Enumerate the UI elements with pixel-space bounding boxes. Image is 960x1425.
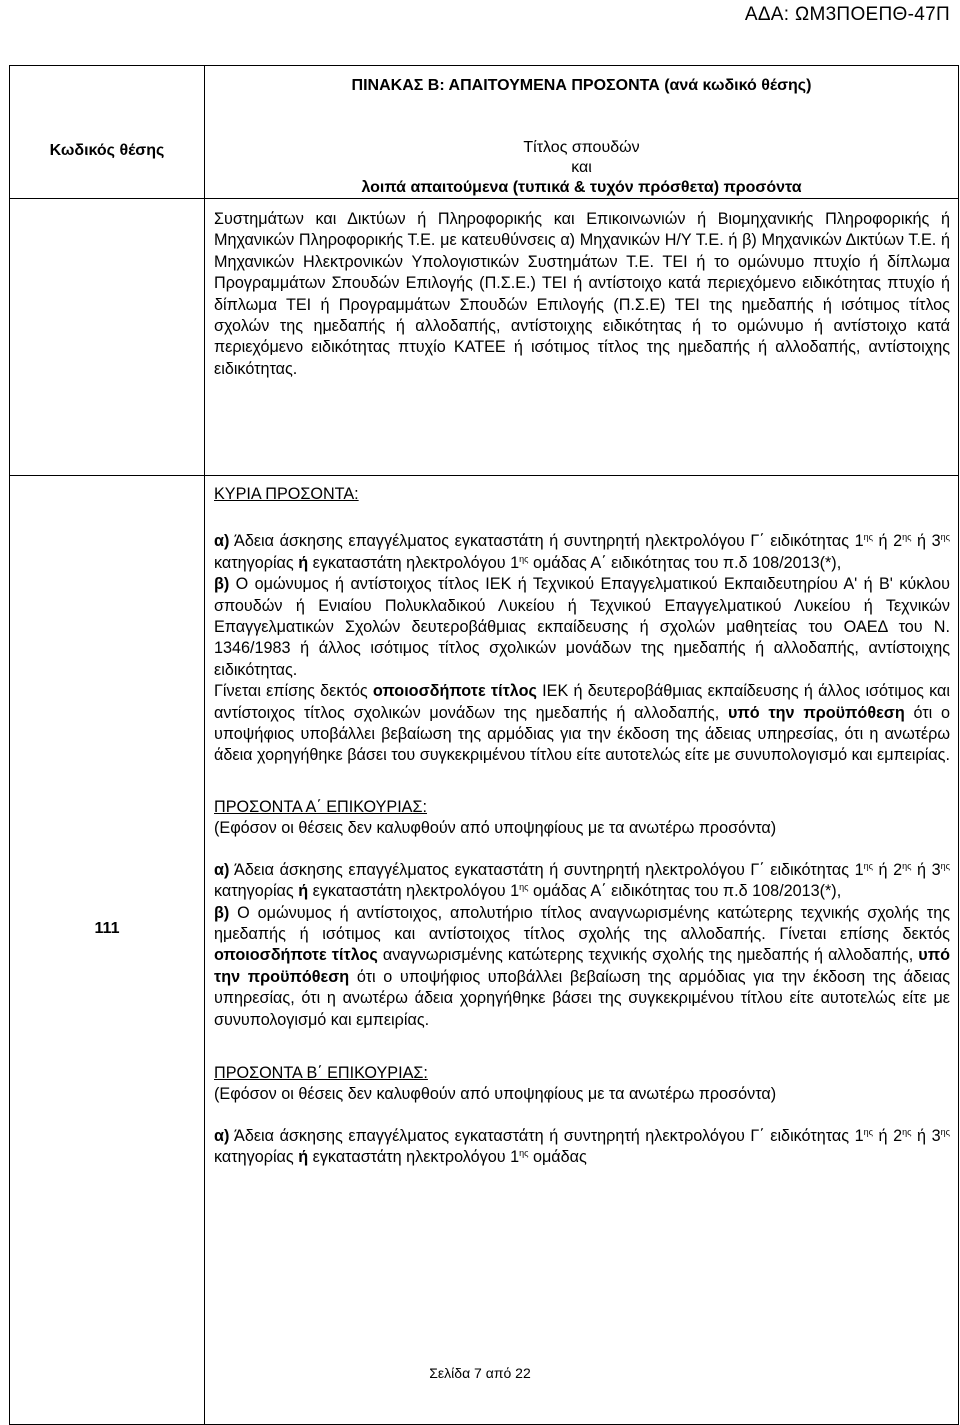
main-qualifications-heading: ΚΥΡΙΑ ΠΡΟΣΟΝΤΑ:: [214, 485, 359, 503]
row2-qualifications-cell: [205, 476, 959, 1425]
main-qualification-c: Γίνεται επίσης δεκτός οποιοσδήποτε τίτλος ΙΕΚ ή δευτεροβάθμιας εκπαίδευσης ή άλλος ισότιμος και αντίστοιχος τίτλος σχολικών μονάδων της ημεδαπής ή αλλοδαπής, υπό την προϋπόθεση ότι ο υποψήφιος υποβάλλει βεβαίωση της αρμόδιας για την έκδοση της άδειας υπηρεσίας, ότι η ανωτέρω άδεια χορηγήθηκε βάσει του συγκεκριμένου τίτλου είτε αυτοτελώς είτε με συνυπολογισμό και εμπειρίας.: [214, 682, 951, 765]
row-111: [10, 476, 959, 1425]
page-number: Σελίδα 7 από 22: [429, 1365, 531, 1381]
b-auxiliary-note: (Εφόσον οι θέσεις δεν καλυφθούν από υποψηφίους με τα ανωτέρω προσόντα): [214, 1085, 777, 1104]
table-header-row: [10, 66, 959, 199]
row-continuation: [10, 199, 959, 476]
row1-qualifications-cell: [205, 199, 959, 476]
a-auxiliary-qualification-b: β) Ο ομώνυμος ή αντίστοιχος, απολυτήριο τίτλος αναγνωρισμένης κατώτερης τεχνικής σχολής της ημεδαπής ή ισότιμος και αντίστοιχος τίτλος σχολής της αλλοδαπής. Γίνεται επίσης δεκτός οποιοσδήποτε τίτλος αναγνωρισμένης κατώτερης τεχνικής σχολής της ημεδαπής ή αλλοδαπής, υπό την προϋπόθεση ότι ο υποψήφιος υποβάλλει βεβαίωση της αρμόδιας για την έκδοση της άδειας υπηρεσίας, ότι η ανωτέρω άδεια χορηγήθηκε βάσει της συγκεκριμένου τίτλου είτε αυτοτελώς είτε με συνυπολογισμό και εμπειρίας.: [214, 903, 950, 1029]
degree-description: Συστημάτων και Δικτύων ή Πληροφορικής και Επικοινωνιών ή Βιομηχανικής Πληροφορικής ή Μηχανικών Πληροφορικής Τ.Ε. με κατευθύνσεις α) Μηχανικών Η/Υ Τ.Ε. ή β) Μηχανικών Δικτύων Τ.Ε. ή Μηχανικών Ηλεκτρονικών Υπολογιστικών Συστημάτων Τ.Ε. ΤΕΙ ή το ομώνυμο πτυχίο ή δίπλωμα Προγραμμάτων Σπουδών Επιλογής (Π.Σ.Ε.) ΤΕΙ ή αντίστοιχο κατά περιεχόμενο ειδικότητας πτυχίο ή δίπλωμα ΤΕΙ ή Προγραμμάτων Σπουδών Επιλογής (Π.Σ.Ε) ΤΕΙ της ημεδαπής ή ισότιμος τίτλος σχολών της ημεδαπής ή αλλοδαπής, αντίστοιχης ειδικότητας ή το ομώνυμο ή αντίστοιχο κατά περιεχόμενο ειδικότητας πτυχίο ΚΑΤΕΕ ή ισότιμος τίτλος της ημεδαπής ή αλλοδαπής, αντίστοιχης ειδικότητας.: [214, 210, 950, 378]
b-auxiliary-qualification-a: α) Άδεια άσκησης επαγγέλματος εγκαταστάτη ή συντηρητή ηλεκτρολόγου Γ΄ ειδικότητας $1^{\eta\varsigma}$ ή $2^{\eta\varsigma}$ ή $3^{\eta\varsigma}$ κατηγορίας ή εγκαταστάτη ηλεκτρολόγου $1^{\eta\varsigma}$ ομάδας: [214, 1126, 950, 1167]
requirements-table: [9, 65, 959, 1425]
title-header-cell: [205, 66, 959, 199]
a-auxiliary-note: (Εφόσον οι θέσεις δεν καλυφθούν από υποψηφίους με τα ανωτέρω προσόντα): [214, 819, 777, 838]
main-qualification-a: α) Άδεια άσκησης επαγγέλματος εγκαταστάτη ή συντηρητή ηλεκτρολόγου Γ΄ ειδικότητας $1^{\eta\varsigma}$ ή $2^{\eta\varsigma}$ ή $3^{\eta\varsigma}$ κατηγορίας ή εγκαταστάτη ηλεκτρολόγου $1^{\eta\varsigma}$ ομάδας Α΄ ειδικότητας του π.δ 108/2013(*),: [214, 532, 950, 572]
a-auxiliary-qualification-a: α) Άδεια άσκησης επαγγέλματος εγκαταστάτη ή συντηρητή ηλεκτρολόγου Γ΄ ειδικότητας $1^{\eta\varsigma}$ ή $2^{\eta\varsigma}$ ή $3^{\eta\varsigma}$ κατηγορίας ή εγκαταστάτη ηλεκτρολόγου $1^{\eta\varsigma}$ ομάδας Α΄ ειδικότητας του π.δ 108/2013(*),: [214, 860, 950, 901]
position-code-111: 111: [10, 476, 205, 1425]
code-column-header: Κωδικός θέσης: [10, 66, 205, 199]
a-auxiliary-heading: ΠΡΟΣΟΝΤΑ Α΄ ΕΠΙΚΟΥΡΙΑΣ:: [214, 797, 427, 816]
main-qualification-b: β) Ο ομώνυμος ή αντίστοιχος τίτλος ΙΕΚ ή Τεχνικού Επαγγελματικού Εκπαιδευτηρίου Α' ή Β' κύκλου σπουδών ή Ενιαίου Πολυκλαδικού Λυκείου ή Τεχνικού Επαγγελματικού Λυκείου ή Τεχνικών Επαγγελματικών Σχολών δευτεροβάθμιας εκπαίδευσης ή σχολών μαθητείας του ΟΑΕΔ του Ν. 1346/1983 ή άλλος ισότιμος τίτλος σχολικών μονάδων της ημεδαπής ή αλλοδαπής, αντίστοιχης ειδικότητας.: [214, 575, 950, 679]
row1-code-cell: [10, 199, 205, 476]
b-auxiliary-heading: ΠΡΟΣΟΝΤΑ Β΄ ΕΠΙΚΟΥΡΙΑΣ:: [214, 1063, 428, 1082]
table-title: ΠΙΝΑΚΑΣ Β: ΑΠΑΙΤΟΥΜΕΝΑ ΠΡΟΣΟΝΤΑ (ανά κωδικό θέσης): [351, 77, 812, 94]
title-column-header: Τίτλος σπουδών και λοιπά απαιτούμενα (τυπικά & τυχόν πρόσθετα) προσόντα: [361, 139, 802, 196]
ada-code: ΑΔΑ: ΩΜ3ΠΟΕΠΘ-47Π: [744, 4, 950, 25]
